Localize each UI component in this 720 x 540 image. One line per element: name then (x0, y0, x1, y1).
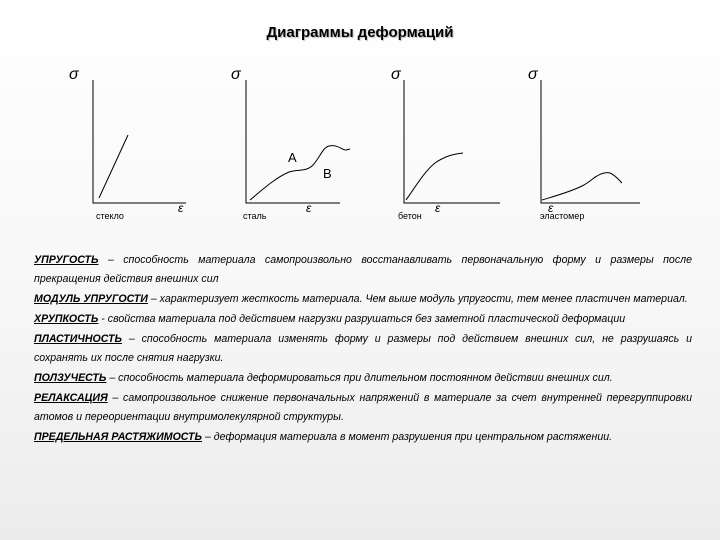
elastomer-axes (541, 80, 640, 203)
glass-axes (93, 80, 186, 203)
steel-sigma-label: σ (231, 66, 241, 83)
steel-label: сталь (243, 211, 267, 221)
concrete-axes (404, 80, 500, 203)
definition-plasticity (34, 330, 692, 368)
page-title: Диаграммы деформаций (266, 24, 454, 41)
definition-text: - свойства материала под действием нагрузки разрушаться без заметной пластической деформации (98, 313, 626, 325)
definition-term: ХРУПКОСТЬ (34, 313, 99, 325)
elastomer-epsilon-label: ε (548, 201, 554, 215)
definitions-list (34, 251, 692, 447)
definition-brittleness (34, 310, 692, 329)
glass-label: стекло (96, 211, 124, 221)
definition-text: – деформация материала в момент разрушения при центральном растяжении. (202, 431, 613, 443)
concrete-label: бетон (398, 211, 422, 221)
steel-point-a: A (288, 150, 297, 165)
definition-term: ПОЛЗУЧЕСТЬ (34, 372, 107, 384)
elastomer-curve (542, 173, 622, 200)
concrete-curve (406, 153, 463, 200)
steel-curve (250, 146, 350, 200)
glass-epsilon-label: ε (178, 201, 184, 215)
concrete-epsilon-label: ε (435, 201, 441, 215)
elastomer-sigma-label: σ (528, 66, 538, 83)
definition-creep (34, 369, 692, 388)
concrete-sigma-label: σ (391, 66, 401, 83)
definition-text: – способность материала деформироваться при длительном постоянном действии внешних сил. (106, 372, 613, 384)
glass-curve (99, 135, 128, 198)
elastomer-label: эластомер (540, 211, 585, 221)
definition-relaxation (34, 389, 692, 427)
definition-term: УПРУГОСТЬ (34, 254, 99, 266)
glass-sigma-label: σ (69, 66, 79, 83)
definition-text: – способность материала изменять форму и размеры под действием внешних сил, не разрушаясь и сохранять их после снятия нагрузки. (34, 333, 692, 364)
definition-term: РЕЛАКСАЦИЯ (34, 392, 108, 404)
deformation-diagrams (0, 55, 720, 225)
steel-epsilon-label: ε (306, 201, 312, 215)
definition-text: – самопроизвольное снижение первоначальных напряжений в материале за счет внутренней перегруппировки атомов и переориентации внутримолекулярной структуры. (34, 392, 692, 423)
definition-term: МОДУЛЬ УПРУГОСТИ (34, 293, 148, 305)
definition-text: – характеризует жесткость материала. Чем выше модуль упругости, тем менее пластичен материал. (147, 293, 688, 305)
definition-elasticity (34, 251, 692, 289)
definition-text: – способность материала самопроизвольно восстанавливать первоначальную форму и размеры после прекращения действия внешних сил (34, 254, 692, 285)
definition-ultimate-elongation (34, 428, 692, 447)
steel-point-b: B (323, 166, 332, 181)
definition-term: ПРЕДЕЛЬНАЯ РАСТЯЖИМОСТЬ (34, 431, 203, 443)
definition-elastic-modulus (34, 290, 692, 309)
definition-term: ПЛАСТИЧНОСТЬ (34, 333, 122, 345)
steel-axes (246, 80, 340, 203)
